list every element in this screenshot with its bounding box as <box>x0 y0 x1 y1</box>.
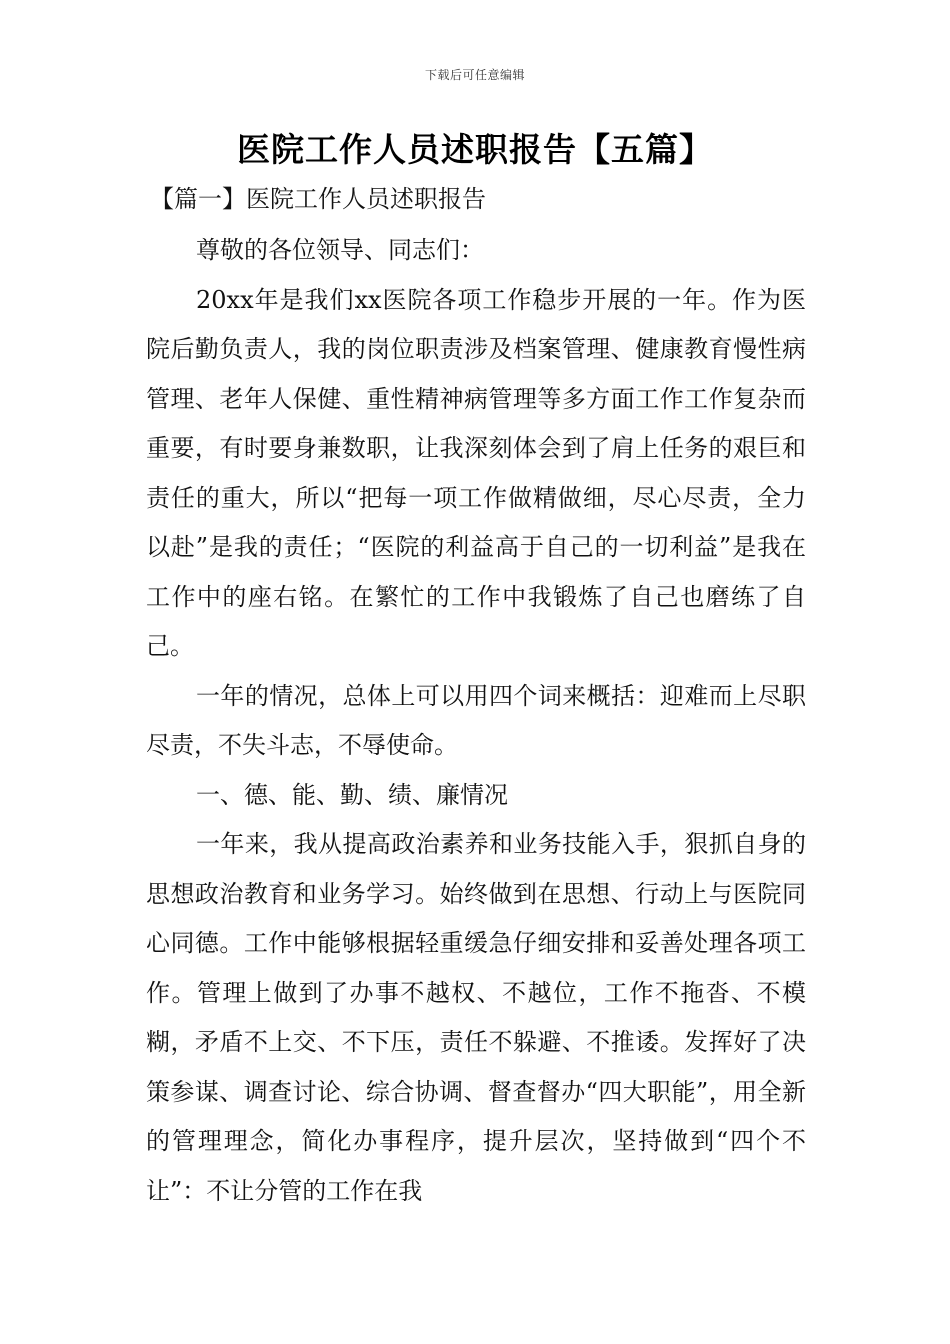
section-heading: 【篇一】医院工作人员述职报告 <box>150 185 486 213</box>
paragraph-detail: 一年来，我从提高政治素养和业务技能入手，狠抓自身的思想政治教育和业务学习。始终做到在思想、行动上与医院同心同德。工作中能够根据轻重缓急仔细安排和妥善处理各项工作。管理上做到了办事不越权、不越位，工作不拖沓、不模糊，矛盾不上交、不下压，责任不躲避、不推诿。发挥好了决策参谋、调查讨论、综合协调、督查督办“四大职能”，用全新的管理理念，简化办事程序，提升层次，坚持做到“四个不让”：不让分管的工作在我 <box>146 830 806 1205</box>
paragraph-summary: 一年的情况，总体上可以用四个词来概括：迎难而上尽职尽责，不失斗志，不辱使命。 <box>146 681 806 759</box>
body-text <box>146 226 806 1216</box>
document-title: 医院工作人员述职报告【五篇】 <box>237 130 713 169</box>
paragraph-intro: 20xx年是我们xx医院各项工作稳步开展的一年。作为医院后勤负责人，我的岗位职责涉及档案管理、健康教育慢性病管理、老年人保健、重性精神病管理等多方面工作工作复杂而重要，有时要身兼数职，让我深刻体会到了肩上任务的艰巨和责任的重大，所以“把每一项工作做精做细，尽心尽责，全力以赴”是我的责任；“医院的利益高于自己的一切利益”是我在工作中的座右铭。在繁忙的工作中我锻炼了自己也磨练了自己。 <box>146 285 806 660</box>
header-note: 下载后可任意编辑 <box>424 68 525 82</box>
paragraph-subheading: 一、德、能、勤、绩、廉情况 <box>196 780 508 809</box>
paragraph-salutation: 尊敬的各位领导、同志们： <box>196 236 484 264</box>
